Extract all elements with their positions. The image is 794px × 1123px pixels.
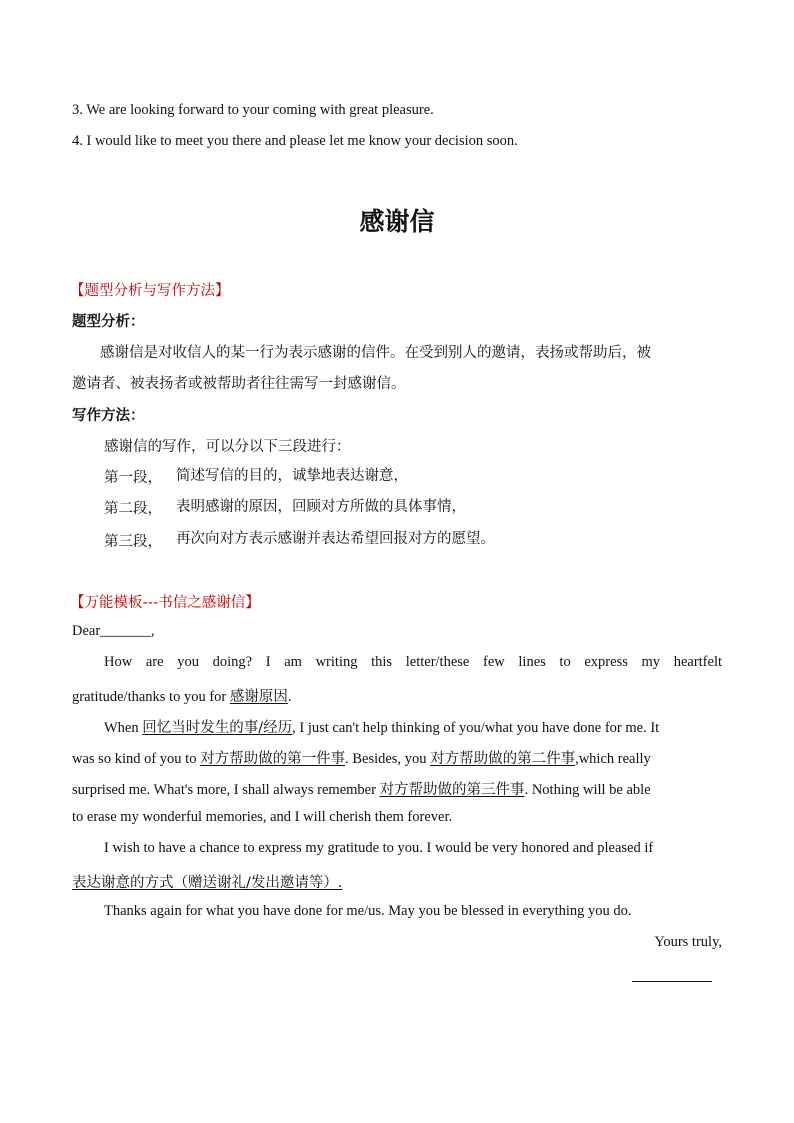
letter-p2-line-4: to erase my wonderful memories, and I will cherish them forever. [72,809,453,825]
letter-p1-line-1: How are you doing? I am writing this letter/these few lines to express my heartfelt [104,654,722,670]
letter-text: . [287,689,292,705]
section-heading-analysis: 【题型分析与写作方法】 [70,283,230,299]
letter-text: surprised me. What's more, I shall always remember [72,782,380,798]
section-heading-template: 【万能模板---书信之感谢信】 [70,595,260,611]
method-label: 写作方法： [72,408,145,424]
letter-text: was so kind of you to [72,751,201,767]
letter-text: ,which really [575,751,651,767]
segment-1-text: 简述写信的目的，诚挚地表达谢意， [176,468,408,484]
sentence-3: 3. We are looking forward to your coming with great pleasure. [72,102,434,118]
blank-help-3: 对方帮助做的第三件事 [379,782,525,798]
blank-memory: 回忆当时发生的事/经历 [142,720,293,736]
segment-2-label: 第二段， [104,501,162,517]
blank-help-1: 对方帮助做的第一件事 [200,751,346,767]
letter-text: , I just can't help thinking of you/what you have done for me. It [292,720,660,736]
letter-closing: Yours truly, [654,934,722,950]
segment-2-text: 表明感谢的原因，回顾对方所做的具体事情， [176,499,466,515]
segment-3-text: 再次向对方表示感谢并表达希望回报对方的愿望。 [176,531,495,547]
letter-p3-line-1: I wish to have a chance to express my gratitude to you. I would be very honored and pleased if [104,840,654,856]
segment-1-label: 第一段， [104,470,162,486]
letter-p1-line-2 [72,685,291,706]
signature-line [632,981,712,982]
letter-text: . Nothing will be able [524,782,651,798]
letter-p4: Thanks again for what you have done for me/us. May you be blessed in everything you do. [104,903,632,919]
blank-reason: 感谢原因 [229,689,288,705]
analysis-label: 题型分析： [72,314,145,330]
letter-salutation: Dear_______, [72,623,155,639]
analysis-text-line-2: 邀请者、被表扬者或被帮助者往往需写一封感谢信。 [72,376,406,392]
letter-p2-line-1 [104,716,659,737]
page-title: 感谢信 [359,207,435,236]
analysis-text-line-1: 感谢信是对收信人的某一行为表示感谢的信件。在受到别人的邀请，表扬或帮助后，被 [100,345,651,361]
letter-p2-line-3 [72,778,651,799]
blank-help-2: 对方帮助做的第二件事 [430,751,576,767]
blank-thanks-method: 表达谢意的方式（赠送谢礼/发出邀请等）. [72,875,343,891]
method-intro: 感谢信的写作，可以分以下三段进行： [104,439,351,455]
sentence-4: 4. I would like to meet you there and please let me know your decision soon. [72,133,518,149]
letter-p2-line-2 [72,747,651,768]
letter-text: . Besides, you [345,751,431,767]
segment-3-label: 第三段， [104,534,162,550]
letter-text: When [104,720,143,736]
letter-text: gratitude/thanks to you for [72,689,230,705]
